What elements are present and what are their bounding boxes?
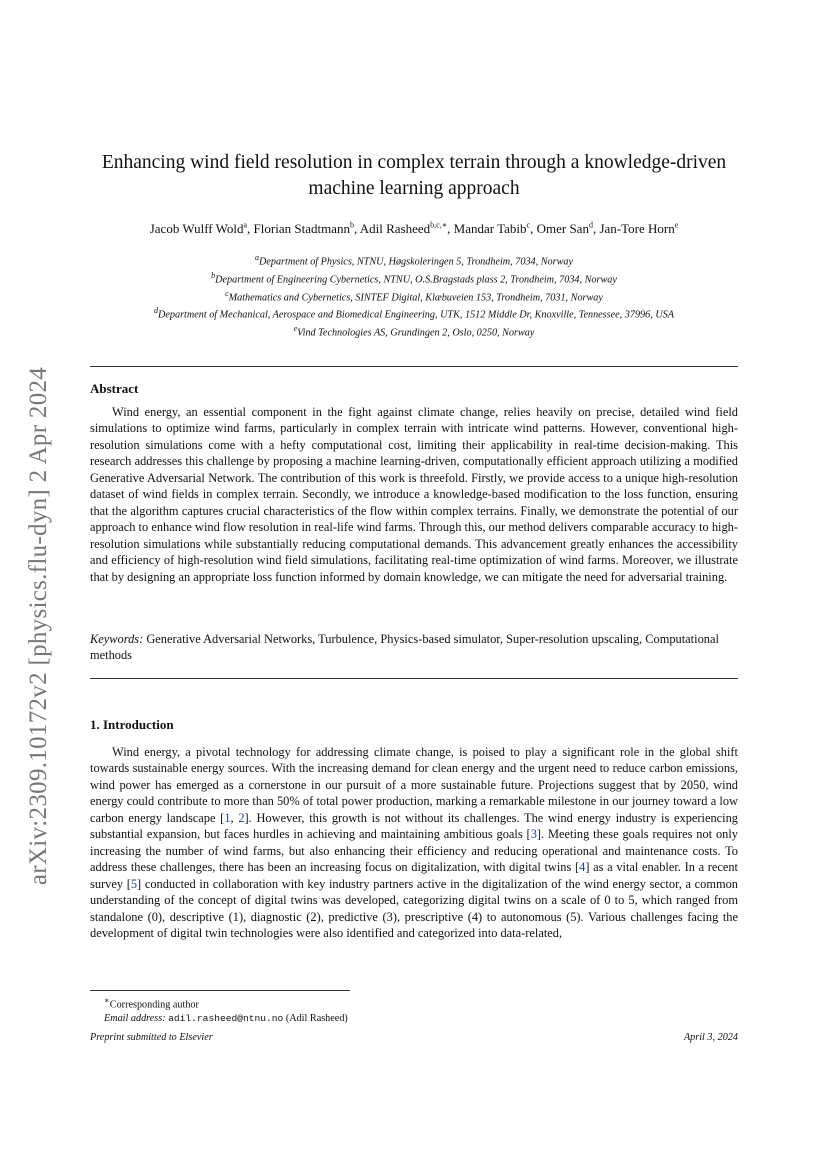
author: Omer San$^d$, — [536, 221, 600, 237]
author-list — [90, 221, 738, 237]
author: Adil Rasheed$^{b,c,∗}$, — [359, 221, 454, 237]
arxiv-sidebar — [22, 336, 56, 916]
citation-link[interactable]: 2 — [238, 810, 245, 825]
arxiv-identifier-stamp: arXiv:2309.10172v2 [physics.flu-dyn] 2 Apr 2024 — [25, 366, 52, 886]
citation-link[interactable]: 4 — [579, 860, 586, 875]
author: Jan-Tore Horn$^e$ — [599, 221, 679, 237]
affiliation: $^c$Mathematics and Cybernetics, SINTEF Digital, Klæbuveien 153, Trondheim, 7031, Norway — [225, 288, 603, 303]
affiliation: $^b$Department of Engineering Cybernetics, NTNU, O.S.Bragstads plass 2, Trondheim, 7034, Norway — [211, 270, 617, 286]
footnotes — [90, 993, 348, 1026]
affiliation-list — [90, 251, 738, 340]
abstract-text: Wind energy, an essential component in the fight against climate change, relies heavily on precise, detailed wind field simulations to optimize wind farms, particularly in complex terrain with intricate wind patterns. However, conventional high-resolution simulations come with a hefty computational cost, limiting their applicability in real-time decision-making. This research addresses this challenge by proposing a machine learning-driven, computationally efficient approach utilizing a modified Generative Adversarial Network. The contribution of this work is threefold. Firstly, we provide access to a unique high-resolution dataset of wind fields in complex terrain. Secondly, we introduce a knowledge-based modification to the loss function, ensuring that the algorithm captures crucial characteristics of the flow within complex terrains. Finally, we demonstrate the potential of our approach to enhance wind flow resolution in real-life wind farms. Through this, our method delivers comparable accuracy to high-resolution simulations while substantially reducing computational demands. This advancement greatly enhances the accessibility and efficiency of high-resolution wind field simulations, facilitating real-time optimization of wind farms. Moreover, we illustrate that by designing an appropriate loss function informed by domain knowledge, we can mitigate the need for adversarial training. — [90, 405, 738, 584]
keywords-text: Generative Adversarial Networks, Turbulence, Physics-based simulator, Super-resolution upscaling, Computational methods — [90, 632, 719, 663]
keywords-label: Keywords: — [90, 632, 144, 646]
footer-date: April 3, 2024 — [683, 1032, 738, 1043]
citation-link[interactable]: 1 — [224, 810, 231, 825]
paper-title-line-2: machine learning approach — [308, 178, 520, 199]
email-note: Email address: adil.rasheed@ntnu.no (Adil Rasheed) — [104, 1013, 348, 1025]
divider-bottom — [90, 678, 738, 679]
citation-link[interactable]: 5 — [130, 876, 138, 891]
email-address[interactable]: adil.rasheed@ntnu.no — [168, 1013, 284, 1025]
paper-title-line-1: Enhancing wind field resolution in complex terrain through a knowledge-driven — [101, 152, 727, 173]
affiliation: $^a$Department of Physics, NTNU, Høgskoleringen 5, Trondheim, 7034, Norway — [254, 253, 573, 268]
abstract-heading: Abstract — [90, 381, 139, 396]
footer-preprint-note: Preprint submitted to Elsevier — [90, 1032, 213, 1043]
divider-top — [90, 366, 738, 367]
citation-link[interactable]: 3 — [530, 827, 537, 842]
keywords — [90, 631, 738, 664]
author: Florian Stadtmann$^b$, — [253, 221, 360, 237]
section-heading-introduction: 1. Introduction — [90, 717, 174, 732]
paper-title — [90, 150, 738, 202]
introduction-text: Wind energy, a pivotal technology for addressing climate change, is poised to play a significant role in the global shift towards sustainable energy sources. With the increasing demand for clean energy and the urgent need to reduce carbon emissions, wind power has emerged as a cornerstone in our pursuit of a more sustainable future. Projections suggest that by 2050, wind energy could contribute to more than 50% of total power production, marking a remarkable milestone in our journey toward a low carbon energy landscape [1, 2]. However, this growth is not without its challenges. The wind energy industry is experiencing substantial expansion, but faces hurdles in achieving and maintaining ambitious goals [3]. Meeting these goals requires not only increasing the number of wind farms, but also enhancing their efficiency and reducing operational and maintenance costs. To address these challenges, there has been an increasing focus on digitalization, with digital twins [4] as a vital enabler. In a recent survey [5] conducted in collaboration with key industry partners active in the digitalization of the wind energy sector, a common understanding of the concept of digital twins was developed, categorizing digital twins on a scale of 0 to 5, which ranged from standalone (0), descriptive (1), diagnostic (2), predictive (3), prescriptive (4) to autonomous (5). Various challenges facing the development of digital twin technologies were also identified and categorized into data-related, — [90, 745, 739, 940]
affiliation: $^e$Vind Technologies AS, Grundingen 2, Oslo, 0250, Norway — [293, 324, 535, 339]
author: Mandar Tabib$^c$, — [453, 221, 537, 237]
footnote-divider — [90, 990, 350, 991]
author: Jacob Wulff Wold$^a$, — [149, 221, 254, 237]
corresponding-author-note: ∗Corresponding author — [104, 995, 199, 1011]
affiliation: $^d$Department of Mechanical, Aerospace and Biomedical Engineering, UTK, 1512 Middle Dr, Knoxville, Tennessee, 37996, USA — [154, 306, 674, 321]
